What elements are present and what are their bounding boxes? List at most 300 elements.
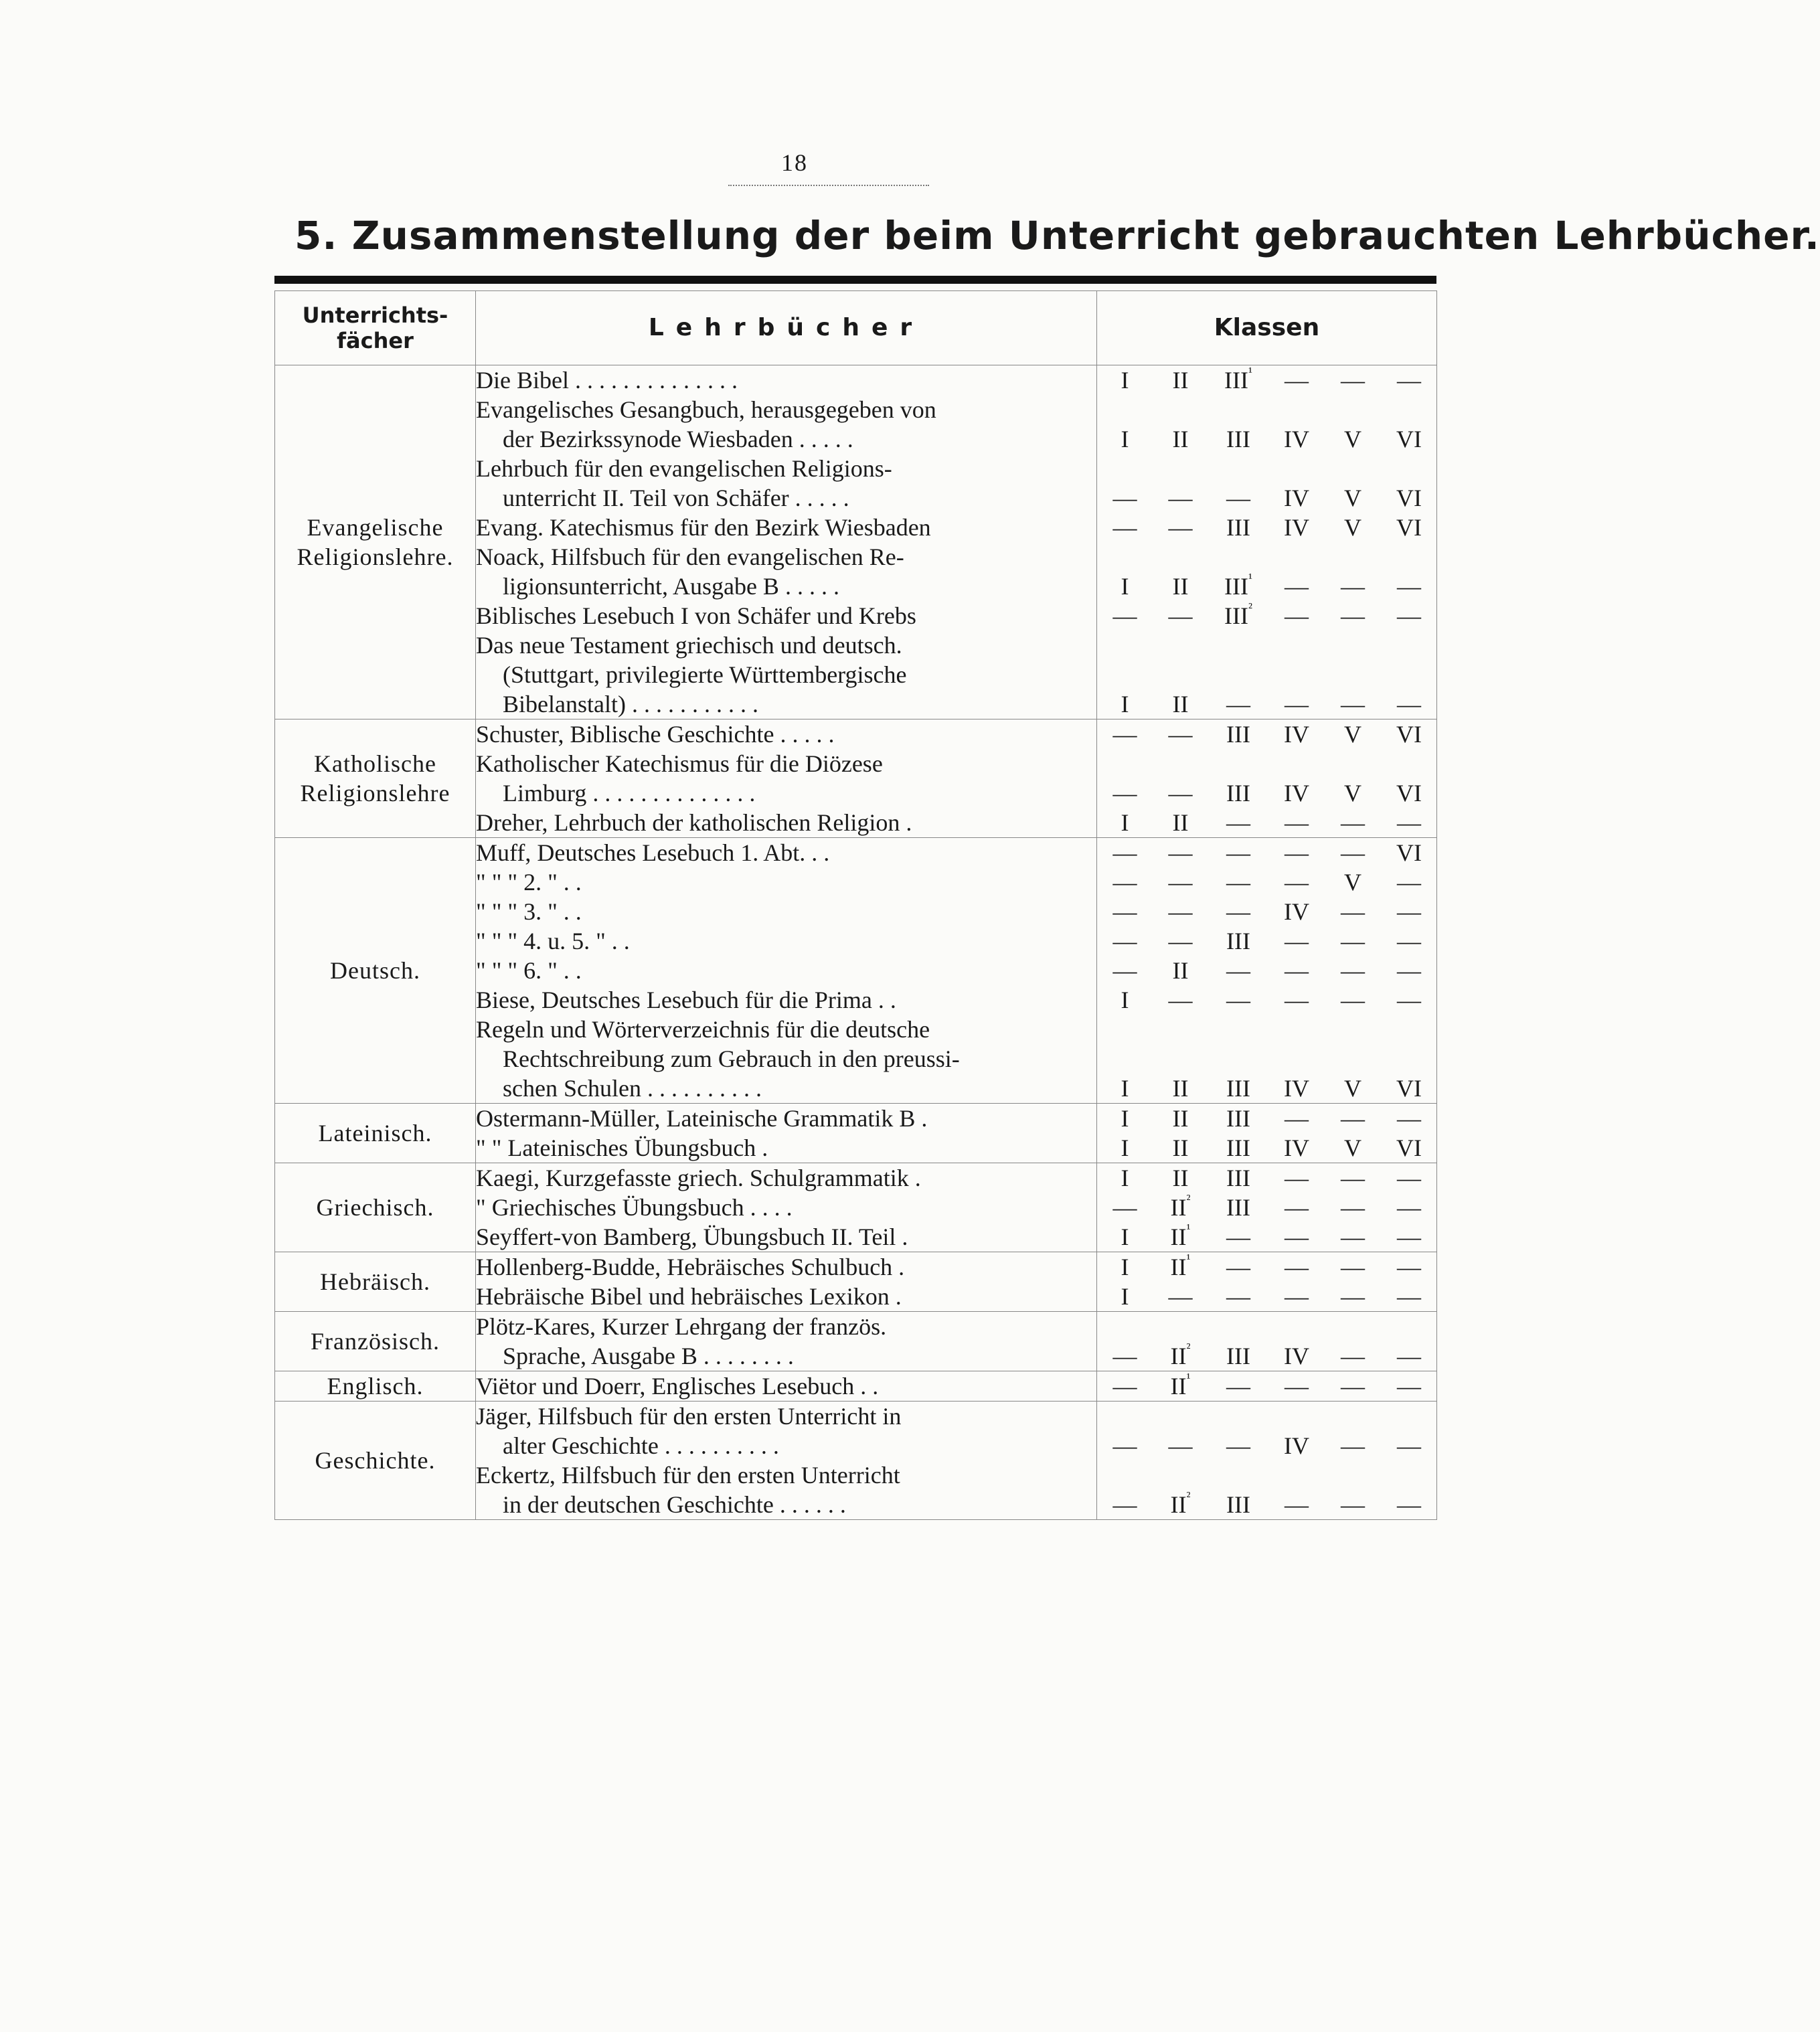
class-mark: III bbox=[1226, 514, 1250, 541]
book-line: Rechtschreibung zum Gebrauch in den preussi- bbox=[503, 1045, 960, 1072]
book-line: Dreher, Lehrbuch der katholischen Religion . bbox=[476, 809, 912, 836]
book-line: Limburg . . . . . . . . . . . . . . bbox=[503, 780, 756, 807]
class-mark-spacer bbox=[1097, 1312, 1153, 1341]
class-mark-spacer bbox=[1097, 542, 1153, 572]
class-mark-spacer bbox=[1268, 1312, 1325, 1341]
class-mark: — bbox=[1226, 1223, 1250, 1250]
book-line: Sprache, Ausgabe B . . . . . . . . bbox=[503, 1343, 794, 1369]
book-line: unterricht II. Teil von Schäfer . . . . . bbox=[503, 485, 849, 511]
class-mark-spacer bbox=[1268, 395, 1325, 424]
books-cell bbox=[476, 1104, 1097, 1163]
class-mark: VI bbox=[1396, 514, 1422, 541]
class-mark: — bbox=[1226, 987, 1250, 1013]
class-mark: III bbox=[1226, 1075, 1250, 1102]
class-mark-spacer bbox=[1097, 395, 1153, 424]
class-mark: — bbox=[1285, 691, 1309, 717]
class-mark: — bbox=[1397, 1343, 1421, 1369]
class-mark: — bbox=[1112, 839, 1137, 866]
class-mark: — bbox=[1112, 1194, 1137, 1221]
table-row bbox=[275, 1104, 1437, 1163]
class-mark: — bbox=[1341, 367, 1365, 394]
class-mark: III bbox=[1226, 1343, 1250, 1369]
class-mark: IV bbox=[1284, 426, 1309, 452]
class-mark: $III^{^1}$ bbox=[1224, 365, 1252, 394]
class-marks-row bbox=[1097, 660, 1436, 689]
class-mark-spacer bbox=[1208, 630, 1268, 660]
class-mark: II bbox=[1172, 691, 1189, 717]
class-mark-spacer bbox=[1208, 1402, 1268, 1431]
class-mark-spacer bbox=[1325, 1015, 1381, 1044]
class-mark-spacer bbox=[1381, 454, 1437, 483]
class-marks-row bbox=[1097, 1312, 1436, 1341]
class-mark: II bbox=[1172, 573, 1189, 600]
book-line: Muff, Deutsches Lesebuch 1. Abt. . . bbox=[476, 839, 830, 866]
subject-cell: Französisch. bbox=[275, 1312, 476, 1371]
class-mark: V bbox=[1344, 780, 1361, 807]
class-mark: — bbox=[1397, 898, 1421, 925]
class-mark: — bbox=[1285, 957, 1309, 984]
class-mark-spacer bbox=[1325, 1402, 1381, 1431]
class-mark: V bbox=[1344, 426, 1361, 452]
class-mark: — bbox=[1112, 485, 1137, 511]
class-mark: — bbox=[1112, 602, 1137, 629]
class-mark: $II^{^1}$ bbox=[1170, 1252, 1191, 1280]
class-mark: — bbox=[1341, 898, 1365, 925]
class-mark: — bbox=[1112, 1343, 1137, 1369]
class-mark: — bbox=[1397, 1254, 1421, 1280]
textbook-table bbox=[274, 290, 1437, 1520]
class-marks-row bbox=[1097, 1074, 1436, 1103]
classes-cell bbox=[1097, 1252, 1437, 1312]
book-line: " " " 4. u. 5. " . . bbox=[476, 928, 630, 954]
class-mark: VI bbox=[1396, 721, 1422, 748]
class-mark-spacer bbox=[1268, 1460, 1325, 1490]
class-mark-spacer bbox=[1208, 749, 1268, 778]
book-line: Evang. Katechismus für den Bezirk Wiesbaden bbox=[476, 514, 931, 541]
class-mark: — bbox=[1285, 573, 1309, 600]
class-mark: — bbox=[1226, 1283, 1250, 1310]
class-mark: — bbox=[1285, 869, 1309, 896]
class-mark-spacer bbox=[1325, 660, 1381, 689]
class-marks-row bbox=[1097, 719, 1436, 749]
class-mark: — bbox=[1112, 514, 1137, 541]
class-mark: — bbox=[1168, 1432, 1193, 1459]
class-marks-row bbox=[1097, 808, 1436, 837]
class-mark: — bbox=[1397, 1105, 1421, 1132]
class-mark: — bbox=[1397, 367, 1421, 394]
class-mark: III bbox=[1226, 721, 1250, 748]
class-marks-row bbox=[1097, 1431, 1436, 1460]
class-mark-spacer bbox=[1381, 395, 1437, 424]
class-mark: — bbox=[1226, 957, 1250, 984]
class-mark-spacer bbox=[1153, 1044, 1208, 1074]
class-marks-row bbox=[1097, 689, 1436, 719]
class-mark: — bbox=[1168, 928, 1193, 954]
class-mark: — bbox=[1112, 1432, 1137, 1459]
book-line: Regeln und Wörterverzeichnis für die deutsche bbox=[476, 1016, 930, 1043]
page-title: 5. Zusammenstellung der beim Unterricht gebrauchten Lehrbücher. bbox=[295, 213, 1820, 258]
class-mark-spacer bbox=[1325, 1312, 1381, 1341]
book-line: Biblisches Lesebuch I von Schäfer und Krebs bbox=[476, 602, 916, 629]
class-mark-spacer bbox=[1325, 1044, 1381, 1074]
book-line: Das neue Testament griechisch und deutsch. bbox=[476, 632, 902, 659]
class-mark-spacer bbox=[1268, 749, 1325, 778]
class-mark: VI bbox=[1396, 780, 1422, 807]
class-mark: — bbox=[1226, 839, 1250, 866]
class-mark-spacer bbox=[1153, 660, 1208, 689]
class-mark: III bbox=[1226, 928, 1250, 954]
books-cell bbox=[476, 838, 1097, 1104]
class-mark: — bbox=[1226, 1432, 1250, 1459]
class-mark: — bbox=[1285, 367, 1309, 394]
class-mark: — bbox=[1226, 485, 1250, 511]
book-line: alter Geschichte . . . . . . . . . . bbox=[503, 1432, 779, 1459]
classes-cell bbox=[1097, 1371, 1437, 1402]
class-mark: — bbox=[1226, 691, 1250, 717]
class-mark: — bbox=[1341, 987, 1365, 1013]
class-mark: — bbox=[1168, 602, 1193, 629]
class-mark: I bbox=[1121, 1283, 1129, 1310]
class-marks-row bbox=[1097, 630, 1436, 660]
book-line: " " Lateinisches Übungsbuch . bbox=[476, 1134, 768, 1161]
class-mark: — bbox=[1285, 1105, 1309, 1132]
class-mark-spacer bbox=[1268, 454, 1325, 483]
book-line: Die Bibel . . . . . . . . . . . . . . bbox=[476, 367, 738, 394]
class-mark: — bbox=[1226, 869, 1250, 896]
book-line: ligionsunterricht, Ausgabe B . . . . . bbox=[503, 573, 839, 600]
class-mark: — bbox=[1168, 721, 1193, 748]
class-marks-row bbox=[1097, 1044, 1436, 1074]
book-line: (Stuttgart, privilegierte Württembergische bbox=[503, 661, 907, 688]
class-marks-row bbox=[1097, 365, 1436, 395]
class-mark: — bbox=[1341, 573, 1365, 600]
class-mark: VI bbox=[1396, 426, 1422, 452]
class-mark-spacer bbox=[1153, 749, 1208, 778]
class-mark: — bbox=[1285, 1491, 1309, 1518]
class-mark: I bbox=[1121, 1165, 1129, 1191]
class-marks-row bbox=[1097, 1163, 1436, 1193]
class-mark: I bbox=[1121, 367, 1129, 394]
class-mark-spacer bbox=[1381, 1312, 1437, 1341]
class-mark: I bbox=[1121, 809, 1129, 836]
class-mark-spacer bbox=[1153, 542, 1208, 572]
class-mark: — bbox=[1397, 573, 1421, 600]
book-line: " " " 6. " . . bbox=[476, 957, 582, 984]
class-mark: — bbox=[1341, 602, 1365, 629]
book-line: Evangelisches Gesangbuch, herausgegeben von bbox=[476, 396, 936, 423]
class-marks-row bbox=[1097, 1133, 1436, 1163]
class-mark: — bbox=[1168, 869, 1193, 896]
class-mark: $II^{^1}$ bbox=[1170, 1221, 1191, 1250]
class-mark: II bbox=[1172, 957, 1189, 984]
class-mark-spacer bbox=[1097, 1402, 1153, 1431]
class-mark: — bbox=[1112, 869, 1137, 896]
class-mark-spacer bbox=[1268, 1015, 1325, 1044]
class-mark: III bbox=[1226, 1491, 1250, 1518]
subject-cell: Griechisch. bbox=[275, 1163, 476, 1252]
class-marks-row bbox=[1097, 985, 1436, 1015]
class-mark: — bbox=[1397, 987, 1421, 1013]
class-mark: I bbox=[1121, 573, 1129, 600]
class-mark: — bbox=[1226, 809, 1250, 836]
class-mark-spacer bbox=[1153, 1312, 1208, 1341]
table-row bbox=[275, 365, 1437, 719]
class-mark: — bbox=[1285, 1165, 1309, 1191]
class-mark: — bbox=[1285, 809, 1309, 836]
class-mark: II bbox=[1172, 1134, 1189, 1161]
class-mark: — bbox=[1397, 691, 1421, 717]
class-mark: — bbox=[1168, 514, 1193, 541]
class-mark-spacer bbox=[1268, 542, 1325, 572]
class-marks-row bbox=[1097, 867, 1436, 897]
class-mark: IV bbox=[1284, 780, 1309, 807]
book-line: Noack, Hilfsbuch für den evangelischen Re- bbox=[476, 543, 904, 570]
page-number-rule bbox=[728, 185, 929, 186]
class-mark-spacer bbox=[1153, 1402, 1208, 1431]
class-mark: $II^{^2}$ bbox=[1170, 1489, 1191, 1518]
books-cell bbox=[476, 1252, 1097, 1312]
class-mark: $III^{^2}$ bbox=[1224, 600, 1252, 629]
class-mark: — bbox=[1285, 839, 1309, 866]
class-mark: — bbox=[1112, 1491, 1137, 1518]
class-mark-spacer bbox=[1153, 454, 1208, 483]
book-line: schen Schulen . . . . . . . . . . bbox=[503, 1075, 762, 1102]
class-mark: — bbox=[1112, 780, 1137, 807]
class-mark: — bbox=[1112, 957, 1137, 984]
class-mark: I bbox=[1121, 987, 1129, 1013]
table-header-row bbox=[275, 291, 1437, 365]
book-line: " " " 2. " . . bbox=[476, 869, 582, 896]
class-mark: — bbox=[1397, 1283, 1421, 1310]
class-mark: — bbox=[1341, 1165, 1365, 1191]
class-marks-row bbox=[1097, 1341, 1436, 1371]
class-mark: — bbox=[1341, 928, 1365, 954]
class-mark: III bbox=[1226, 426, 1250, 452]
class-mark: — bbox=[1397, 1194, 1421, 1221]
class-mark: — bbox=[1397, 809, 1421, 836]
class-mark-spacer bbox=[1381, 749, 1437, 778]
class-mark-spacer bbox=[1097, 1015, 1153, 1044]
class-mark-spacer bbox=[1208, 1460, 1268, 1490]
class-mark-spacer bbox=[1208, 542, 1268, 572]
subject-cell: Lateinisch. bbox=[275, 1104, 476, 1163]
class-mark: — bbox=[1397, 1491, 1421, 1518]
class-mark: II bbox=[1172, 1165, 1189, 1191]
title-rule bbox=[274, 276, 1436, 284]
class-mark: VI bbox=[1396, 1134, 1422, 1161]
class-mark-spacer bbox=[1325, 454, 1381, 483]
class-mark: V bbox=[1344, 1134, 1361, 1161]
class-mark-spacer bbox=[1268, 1044, 1325, 1074]
class-mark: $II^{^2}$ bbox=[1170, 1341, 1191, 1369]
book-line: Katholischer Katechismus für die Diözese bbox=[476, 750, 883, 777]
class-marks-row bbox=[1097, 1460, 1436, 1490]
book-line: Seyffert-von Bamberg, Übungsbuch II. Teil . bbox=[476, 1223, 908, 1250]
class-mark: II bbox=[1172, 426, 1189, 452]
classes-column-header: Klassen bbox=[1097, 291, 1437, 365]
class-marks-row bbox=[1097, 395, 1436, 424]
class-marks-row bbox=[1097, 778, 1436, 808]
books-cell bbox=[476, 1312, 1097, 1371]
class-mark: — bbox=[1168, 898, 1193, 925]
books-cell bbox=[476, 1402, 1097, 1520]
books-cell bbox=[476, 1163, 1097, 1252]
class-mark: — bbox=[1397, 928, 1421, 954]
class-marks-row bbox=[1097, 749, 1436, 778]
class-marks-row bbox=[1097, 1252, 1436, 1282]
class-mark-spacer bbox=[1097, 454, 1153, 483]
class-mark: IV bbox=[1284, 514, 1309, 541]
class-mark: $II^{^2}$ bbox=[1170, 1192, 1191, 1221]
table-row bbox=[275, 1252, 1437, 1312]
class-mark: I bbox=[1121, 691, 1129, 717]
class-mark-spacer bbox=[1381, 542, 1437, 572]
class-mark: VI bbox=[1396, 485, 1422, 511]
class-mark: $III^{^1}$ bbox=[1224, 571, 1252, 600]
table-row bbox=[275, 838, 1437, 1104]
class-mark: III bbox=[1226, 1105, 1250, 1132]
class-mark-spacer bbox=[1325, 395, 1381, 424]
class-mark: III bbox=[1226, 780, 1250, 807]
class-mark: — bbox=[1226, 1254, 1250, 1280]
class-mark: III bbox=[1226, 1134, 1250, 1161]
class-mark: — bbox=[1397, 1223, 1421, 1250]
class-mark: — bbox=[1112, 721, 1137, 748]
class-mark: VI bbox=[1396, 1075, 1422, 1102]
class-mark: — bbox=[1226, 898, 1250, 925]
class-mark-spacer bbox=[1208, 660, 1268, 689]
class-marks-row bbox=[1097, 1222, 1436, 1252]
table-body bbox=[275, 365, 1437, 1520]
class-mark: — bbox=[1226, 1373, 1250, 1400]
book-line: Biese, Deutsches Lesebuch für die Prima . . bbox=[476, 987, 896, 1013]
class-mark: IV bbox=[1284, 898, 1309, 925]
class-mark: I bbox=[1121, 1134, 1129, 1161]
class-mark-spacer bbox=[1381, 1015, 1437, 1044]
book-line: Bibelanstalt) . . . . . . . . . . . bbox=[503, 691, 758, 717]
class-marks-row bbox=[1097, 1104, 1436, 1133]
class-mark: II bbox=[1172, 367, 1189, 394]
class-mark: — bbox=[1341, 1343, 1365, 1369]
class-mark-spacer bbox=[1153, 1015, 1208, 1044]
book-line: Plötz-Kares, Kurzer Lehrgang der französ. bbox=[476, 1313, 887, 1340]
table-row bbox=[275, 1312, 1437, 1371]
book-line: Hollenberg-Budde, Hebräisches Schulbuch . bbox=[476, 1254, 905, 1280]
class-mark-spacer bbox=[1325, 630, 1381, 660]
class-mark: — bbox=[1341, 809, 1365, 836]
class-mark-spacer bbox=[1097, 630, 1153, 660]
class-mark: I bbox=[1121, 1105, 1129, 1132]
class-mark-spacer bbox=[1097, 1460, 1153, 1490]
class-mark: IV bbox=[1284, 1075, 1309, 1102]
class-mark-spacer bbox=[1153, 1460, 1208, 1490]
class-mark: IV bbox=[1284, 485, 1309, 511]
class-marks-row bbox=[1097, 601, 1436, 630]
subject-cell: Katholische Religionslehre bbox=[275, 719, 476, 838]
class-mark-spacer bbox=[1153, 395, 1208, 424]
class-mark: — bbox=[1341, 1373, 1365, 1400]
class-mark: — bbox=[1341, 1283, 1365, 1310]
class-mark: — bbox=[1168, 1283, 1193, 1310]
subject-cell: Geschichte. bbox=[275, 1402, 476, 1520]
subject-cell: Englisch. bbox=[275, 1371, 476, 1402]
class-mark-spacer bbox=[1097, 660, 1153, 689]
book-line: Lehrbuch für den evangelischen Religions- bbox=[476, 455, 892, 482]
book-line: " " " 3. " . . bbox=[476, 898, 582, 925]
book-line: Jäger, Hilfsbuch für den ersten Unterricht in bbox=[476, 1403, 902, 1430]
class-mark-spacer bbox=[1268, 630, 1325, 660]
class-mark-spacer bbox=[1208, 1015, 1268, 1044]
class-mark: — bbox=[1341, 1432, 1365, 1459]
class-marks-row bbox=[1097, 1193, 1436, 1222]
books-cell bbox=[476, 365, 1097, 719]
class-mark-spacer bbox=[1208, 454, 1268, 483]
class-mark-spacer bbox=[1381, 1460, 1437, 1490]
class-marks-row bbox=[1097, 838, 1436, 867]
class-mark: — bbox=[1397, 602, 1421, 629]
class-mark: — bbox=[1341, 1254, 1365, 1280]
class-marks-row bbox=[1097, 1371, 1436, 1401]
classes-cell bbox=[1097, 1163, 1437, 1252]
class-mark: III bbox=[1226, 1194, 1250, 1221]
class-mark: I bbox=[1121, 426, 1129, 452]
class-mark-spacer bbox=[1381, 1402, 1437, 1431]
class-mark: IV bbox=[1284, 1432, 1309, 1459]
class-mark-spacer bbox=[1153, 630, 1208, 660]
class-mark: — bbox=[1285, 1254, 1309, 1280]
class-marks-row bbox=[1097, 1282, 1436, 1311]
classes-cell bbox=[1097, 365, 1437, 719]
class-mark-spacer bbox=[1208, 1312, 1268, 1341]
class-mark: — bbox=[1341, 1194, 1365, 1221]
class-mark: — bbox=[1285, 1194, 1309, 1221]
class-mark: — bbox=[1397, 1165, 1421, 1191]
class-mark: — bbox=[1168, 839, 1193, 866]
class-mark: V bbox=[1344, 1075, 1361, 1102]
class-mark: — bbox=[1285, 928, 1309, 954]
class-mark: IV bbox=[1284, 1343, 1309, 1369]
class-mark: — bbox=[1112, 1373, 1137, 1400]
class-marks-row bbox=[1097, 956, 1436, 985]
class-mark: V bbox=[1344, 514, 1361, 541]
class-mark: I bbox=[1121, 1254, 1129, 1280]
class-mark: — bbox=[1397, 869, 1421, 896]
class-mark-spacer bbox=[1325, 749, 1381, 778]
class-mark-spacer bbox=[1268, 660, 1325, 689]
class-mark: — bbox=[1112, 898, 1137, 925]
class-mark: — bbox=[1341, 1223, 1365, 1250]
class-mark: — bbox=[1341, 691, 1365, 717]
class-marks-row bbox=[1097, 1015, 1436, 1044]
classes-cell bbox=[1097, 1312, 1437, 1371]
class-marks-row bbox=[1097, 1490, 1436, 1519]
subject-cell: Evangelische Religionslehre. bbox=[275, 365, 476, 719]
class-mark: — bbox=[1285, 987, 1309, 1013]
classes-cell bbox=[1097, 1104, 1437, 1163]
table-row bbox=[275, 719, 1437, 838]
book-line: " Griechisches Übungsbuch . . . . bbox=[476, 1194, 793, 1221]
class-mark: VI bbox=[1396, 839, 1422, 866]
book-line: Hebräische Bibel und hebräisches Lexikon . bbox=[476, 1283, 902, 1310]
class-mark: — bbox=[1341, 1491, 1365, 1518]
class-mark: V bbox=[1344, 721, 1361, 748]
class-mark: — bbox=[1168, 987, 1193, 1013]
book-line: Kaegi, Kurzgefasste griech. Schulgrammatik . bbox=[476, 1165, 921, 1191]
class-mark-spacer bbox=[1325, 542, 1381, 572]
subject-cell: Hebräisch. bbox=[275, 1252, 476, 1312]
class-mark: — bbox=[1168, 780, 1193, 807]
class-mark: II bbox=[1172, 1075, 1189, 1102]
